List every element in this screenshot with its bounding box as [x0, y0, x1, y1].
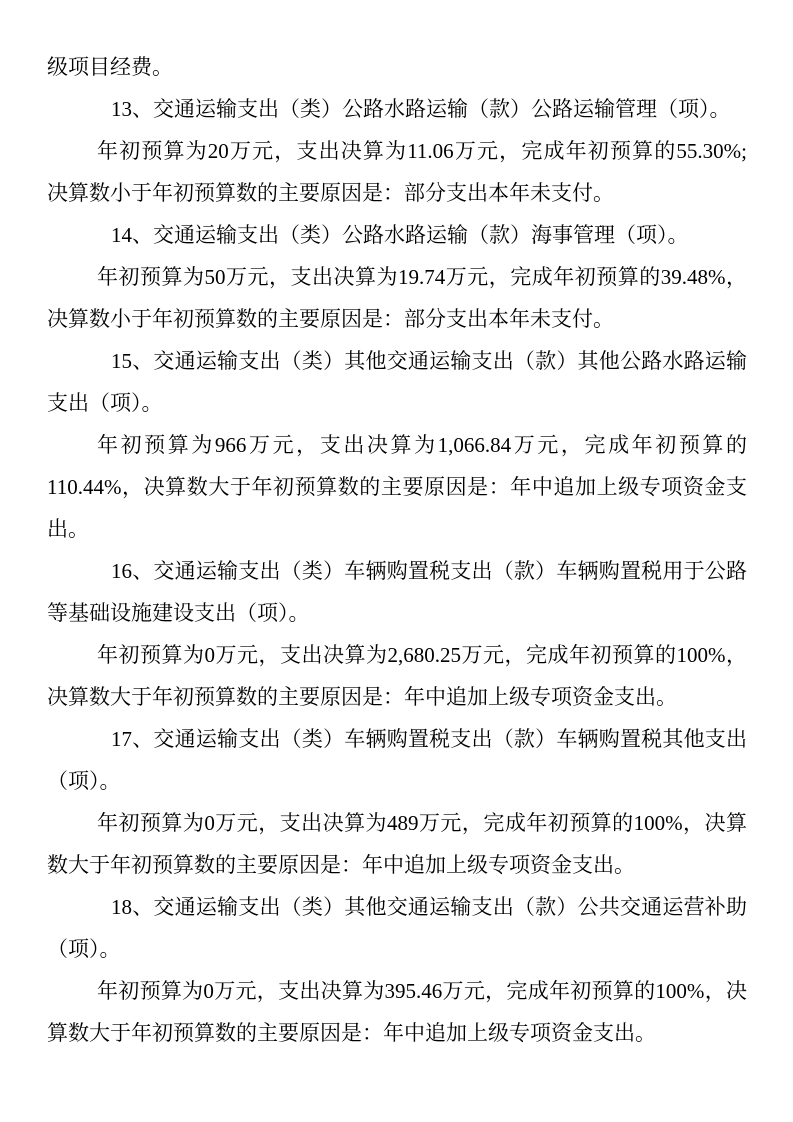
text-line-item-16-heading: 等基础设施建设支出（项）。 — [47, 601, 310, 625]
text-line-continuation-text: 级项目经费。 — [47, 55, 173, 79]
text-line-item-13-detail: 年初预算为20万元，支出决算为11.06万元，完成年初预算的55.30%; — [97, 139, 747, 163]
document-text-block — [47, 46, 747, 1054]
text-line-item-17-heading: 17、交通运输支出（类）车辆购置税支出（款）车辆购置税其他支出 — [111, 727, 747, 751]
text-line-item-18-heading: 18、交通运输支出（类）其他交通运输支出（款）公共交通运营补助 — [111, 895, 747, 919]
text-line-item-18-heading: （项）。 — [47, 937, 121, 961]
text-line-item-15-detail: 110.44%，决算数大于年初预算数的主要原因是：年中追加上级专项资金支 — [47, 475, 747, 499]
text-line-item-17-detail: 数大于年初预算数的主要原因是：年中追加上级专项资金支出。 — [47, 853, 635, 877]
text-line-item-17-detail: 年初预算为0万元，支出决算为489万元，完成年初预算的100%，决算 — [97, 811, 747, 835]
text-line-item-16-detail: 决算数大于年初预算数的主要原因是：年中追加上级专项资金支出。 — [47, 685, 677, 709]
text-line-item-13-detail: 决算数小于年初预算数的主要原因是：部分支出本年未支付。 — [47, 181, 614, 205]
text-line-item-14-detail: 年初预算为50万元，支出决算为19.74万元，完成年初预算的39.48%， — [97, 265, 747, 289]
text-line-item-16-detail: 年初预算为0万元，支出决算为2,680.25万元，完成年初预算的100%， — [97, 643, 747, 667]
text-line-item-16-heading: 16、交通运输支出（类）车辆购置税支出（款）车辆购置税用于公路 — [111, 559, 747, 583]
text-line-item-15-detail: 年初预算为966万元，支出决算为1,066.84万元，完成年初预算的 — [97, 433, 747, 457]
text-line-item-15-heading: 支出（项）。 — [47, 391, 163, 415]
text-line-item-15-heading: 15、交通运输支出（类）其他交通运输支出（款）其他公路水路运输 — [111, 349, 747, 373]
text-line-item-18-detail: 年初预算为0万元，支出决算为395.46万元，完成年初预算的100%，决 — [97, 979, 747, 1003]
text-line-item-15-detail: 出。 — [47, 517, 89, 541]
text-line-item-14-heading: 14、交通运输支出（类）公路水路运输（款）海事管理（项）。 — [111, 223, 689, 247]
text-line-item-14-detail: 决算数小于年初预算数的主要原因是：部分支出本年未支付。 — [47, 307, 614, 331]
text-line-item-13-heading: 13、交通运输支出（类）公路水路运输（款）公路运输管理（项）。 — [111, 97, 731, 121]
text-line-item-17-heading: （项）。 — [47, 769, 121, 793]
text-line-item-18-detail: 算数大于年初预算数的主要原因是：年中追加上级专项资金支出。 — [47, 1021, 656, 1045]
